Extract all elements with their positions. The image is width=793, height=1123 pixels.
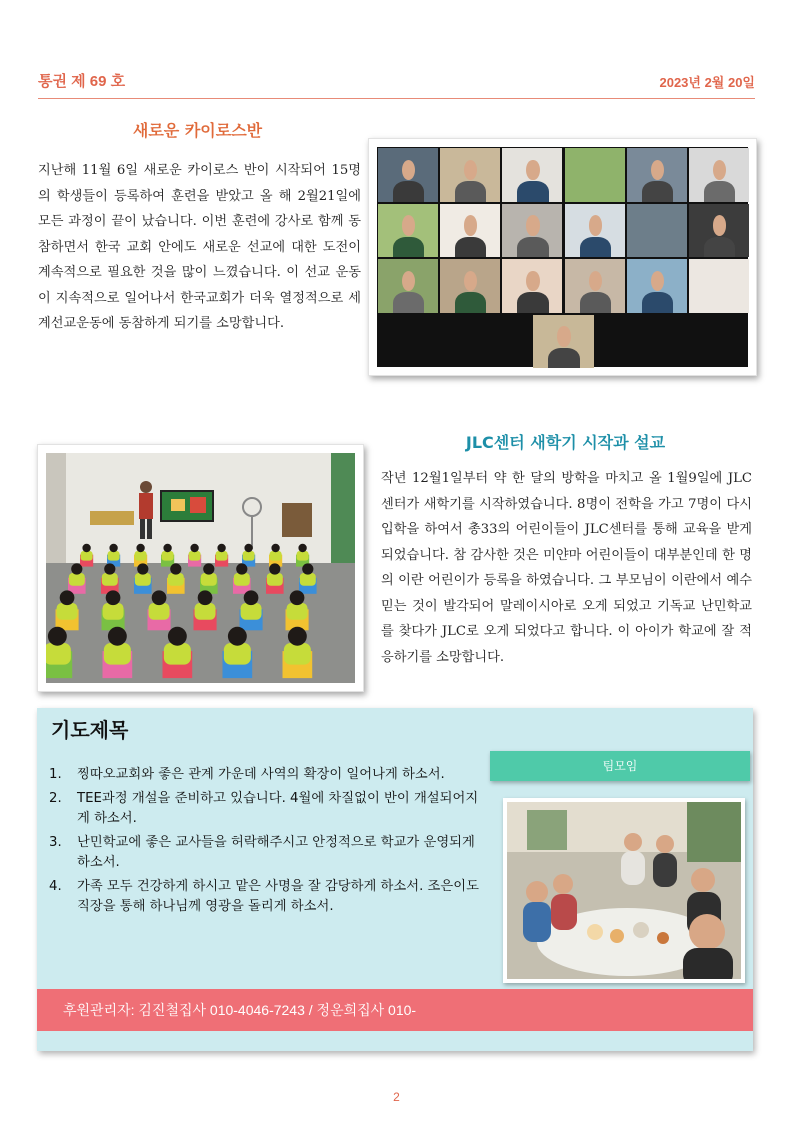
header-divider (38, 98, 755, 99)
team-illustration (507, 802, 741, 979)
list-item-number: 1. (49, 767, 62, 782)
participant-tile (689, 148, 749, 202)
participant-tile (565, 259, 625, 313)
participant-tile (627, 148, 687, 202)
page-number: 2 (393, 1090, 400, 1104)
participant-tile (565, 148, 625, 202)
issue-date: 2023년 2월 20일 (659, 75, 755, 90)
zoom-meeting-photo (368, 138, 757, 376)
list-item-number: 4. (49, 878, 62, 894)
prayer-title: 기도제목 (51, 718, 129, 742)
list-item (49, 789, 481, 830)
participant-tile (502, 148, 562, 202)
team-meeting-label: 팀모임 (490, 751, 750, 781)
list-item-text: 찡따오교회와 좋은 관계 가운데 사역의 확장이 일어나게 하소서. (77, 767, 445, 782)
team-meeting-photo (503, 798, 745, 983)
donor-contact-text: 후원관리자: 김진철집사 010-4046-7243 / 정운희집사 010- (63, 1002, 417, 1018)
participant-tile (440, 148, 500, 202)
section2-body: 작년 12월1일부터 약 한 달의 방학을 마치고 올 1월9일에 JLC센터가 새학기를 시작하였습니다. 8명이 전학을 가고 7명이 다시 입학을 하여서 총33의 어린이들이 JLC센터를 통해 교육을 받게 되었습니다. 참 감사한 것은 미얀마 어린이들이 대부분인데 한 명의 이란 어린이가 등록을 하였습니다. 그 부모님이 이란에서 예수 믿는 것이 발각되어 말레이시아로 오게 되었고 기독교 난민학교를 찾다가 JLC로 오게 되었다고 합니다. 이 아이가 학교에 잘 적응하기를 소망합니다. (381, 471, 752, 665)
list-item-number: 3. (49, 834, 62, 850)
participant-tile (378, 204, 438, 258)
prayer-section (37, 708, 753, 1051)
zoom-grid (377, 147, 748, 367)
prayer-list (49, 765, 481, 921)
section2-title: JLC센터 새학기 시작과 설교 (465, 433, 666, 452)
participant-tile (533, 315, 593, 369)
list-item-text: 가족 모두 건강하게 하시고 맡은 사명을 잘 감당하게 하소서. 조은이도 직장을 통해 하나님께 영광을 돌리게 하소서. (77, 878, 479, 914)
issue-number: 통권 제 69 호 (38, 73, 126, 90)
list-item-number: 2. (49, 790, 62, 806)
participant-tile (440, 259, 500, 313)
donor-contact-bar (37, 989, 753, 1031)
participant-tile (502, 204, 562, 258)
classroom-photo (37, 444, 364, 692)
participant-tile (378, 148, 438, 202)
participant-tile (378, 259, 438, 313)
participant-tile (565, 204, 625, 258)
section1-body: 지난해 11월 6일 새로운 카이로스 반이 시작되어 15명의 학생들이 등록하여 훈련을 받았고 올 해 2월21일에 모든 과정이 끝이 났습니다. 이번 훈련에 강사로 함께 동참하면서 한국 교회 안에도 새로운 선교에 대한 도전이 계속적으로 필요한 것을 많이 느꼈습니다. 이 선교 운동이 지속적으로 일어나서 한국교회가 더욱 열정적으로 세계선교운동에 동참하게 되기를 소망합니다. (38, 163, 361, 331)
list-item (49, 833, 481, 874)
participant-tile (689, 259, 749, 313)
list-item (49, 877, 481, 918)
participant-tile (440, 204, 500, 258)
list-item-text: 난민학교에 좋은 교사들을 허락해주시고 안정적으로 학교가 운영되게 하소서. (77, 834, 475, 870)
list-item-text: TEE과정 개설을 준비하고 있습니다. 4월에 차질없이 반이 개설되어지게 하소서. (77, 790, 479, 826)
participant-tile (627, 259, 687, 313)
section1-title: 새로운 카이로스반 (132, 121, 263, 140)
list-item (49, 765, 481, 786)
classroom-illustration (46, 453, 355, 683)
participant-tile (502, 259, 562, 313)
participant-tile (689, 204, 749, 258)
participant-tile (627, 204, 687, 258)
